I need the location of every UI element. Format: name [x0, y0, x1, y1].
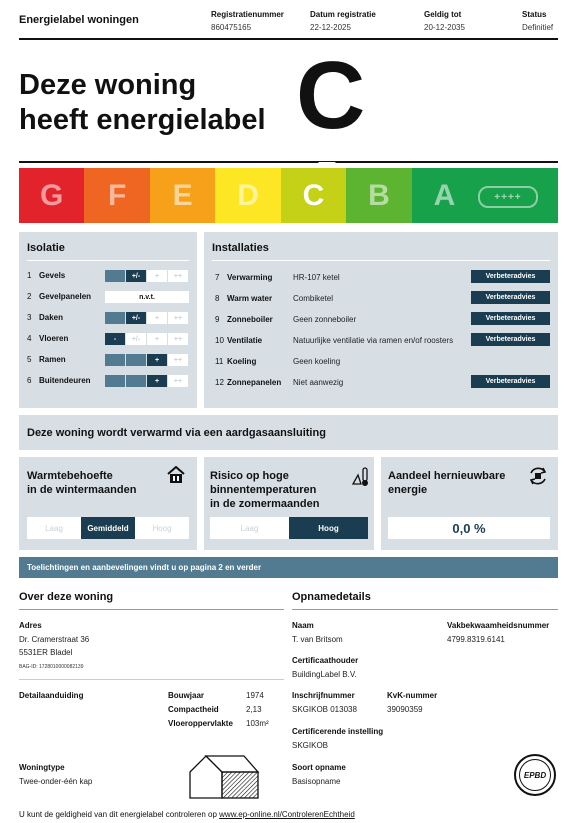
isolatie-row-3: [27, 313, 63, 322]
row-number: 7: [215, 273, 220, 282]
inschrijfnummer-label: Inschrijfnummer: [292, 691, 355, 700]
row-value: HR-107 ketel: [293, 273, 340, 282]
semi-detached-house-icon: [188, 752, 260, 800]
isolatie-panel: [19, 232, 197, 408]
verbeteradvies-button-10[interactable]: Verbeteradvies: [471, 333, 550, 346]
vakbekwaamheid-label: Vakbekwaamheidsnummer: [447, 621, 550, 630]
certificerende-instelling-label: Certificerende instelling: [292, 727, 384, 736]
isolatie-scale-3: [105, 312, 189, 324]
header-geldig-tot: Geldig tot 20-12-2035: [424, 10, 465, 32]
row-name: Ramen: [39, 355, 66, 364]
certificaathouder-value: BuildingLabel B.V.: [292, 670, 357, 679]
warmte-option-laag: Laag: [27, 517, 81, 539]
heating-note-panel: [19, 415, 558, 450]
bouwjaar-value: 1974: [246, 691, 264, 700]
epbd-logo: EPBD: [514, 754, 556, 796]
scale-segment-c: C: [281, 168, 346, 223]
risico-option-hoog: Hoog: [289, 517, 368, 539]
adres-line2: 5531ER Bladel: [19, 648, 73, 657]
scale-cell: +: [147, 312, 167, 324]
verification-link[interactable]: www.ep-online.nl/ControlerenEchtheid: [219, 810, 355, 819]
verbeteradvies-button-12[interactable]: Verbeteradvies: [471, 375, 550, 388]
risico-title: Risico op hoge binnentemperaturen in de zomermaanden: [210, 470, 320, 510]
adres-line1: Dr. Cramerstraat 36: [19, 635, 90, 644]
row-value: Niet aanwezig: [293, 378, 344, 387]
row-value: Combiketel: [293, 294, 334, 303]
compactheid-label: Compactheid: [168, 705, 219, 714]
energy-scale-bar: [19, 168, 558, 223]
heating-note: Deze woning wordt verwarmd via een aardgasaansluiting: [27, 427, 326, 439]
installatie-row-9: [215, 315, 356, 324]
row-name: Zonnepanelen: [227, 378, 282, 387]
scale-cell: ++: [168, 333, 188, 345]
certificerende-instelling-value: SKGIKOB: [292, 741, 329, 750]
kvk-value: 39090359: [387, 705, 423, 714]
scale-segment-a: A ++++: [412, 168, 558, 223]
row-name: Daken: [39, 313, 64, 322]
isolatie-scale-4: [105, 333, 189, 345]
house-heat-icon: [167, 466, 185, 484]
scale-segment-e: E: [150, 168, 215, 223]
aandeel-panel: [381, 457, 558, 550]
risico-scale: [210, 517, 368, 539]
warmtebehoefte-scale: [27, 517, 189, 539]
isolatie-row-2: [27, 292, 91, 301]
row-number: 3: [27, 313, 32, 322]
isolatie-scale-5: [105, 354, 189, 366]
scale-cell: [105, 270, 125, 282]
scale-cell: [126, 354, 146, 366]
header-rule: [19, 38, 558, 40]
row-number: 5: [27, 355, 32, 364]
row-name: Buitendeuren: [39, 376, 91, 385]
scale-cell: +: [147, 333, 167, 345]
row-name: Vloeren: [39, 334, 69, 343]
isolatie-row-6: [27, 376, 91, 385]
soort-opname-value: Basisopname: [292, 777, 341, 786]
installatie-row-7: [215, 273, 340, 282]
header-datum-registratie: Datum registratie 22-12-2025: [310, 10, 376, 32]
row-number: 1: [27, 271, 32, 280]
opname-section-title: Opnamedetails: [292, 591, 371, 603]
verbeteradvies-button-8[interactable]: Verbeteradvies: [471, 291, 550, 304]
row-name: Verwarming: [227, 273, 273, 282]
certificaathouder-label: Certificaathouder: [292, 656, 359, 665]
installatie-row-12: [215, 378, 343, 387]
aandeel-value: 0,0 %: [388, 517, 550, 539]
scale-cell: +/-: [126, 333, 146, 345]
scale-cell: ++: [168, 354, 188, 366]
verbeteradvies-button-9[interactable]: Verbeteradvies: [471, 312, 550, 325]
row-number: 8: [215, 294, 220, 303]
installaties-title: Installaties: [212, 242, 269, 254]
warmte-option-hoog: Hoog: [135, 517, 189, 539]
row-number: 9: [215, 315, 220, 324]
installatie-row-10: [215, 336, 453, 345]
isolatie-nvt: n.v.t.: [105, 291, 189, 303]
info-bar: Toelichtingen en aanbevelingen vindt u op pagina 2 en verder: [19, 557, 558, 578]
isolatie-scale-6: [105, 375, 189, 387]
row-number: 11: [215, 357, 224, 366]
scale-segment-d: D: [215, 168, 280, 223]
headline-rule: [19, 161, 558, 163]
header-registratienummer: Registratienummer 860475165: [211, 10, 284, 32]
compactheid-value: 2,13: [246, 705, 262, 714]
woningtype-value: Twee-onder-één kap: [19, 777, 93, 786]
woning-section-title: Over deze woning: [19, 591, 114, 603]
naam-label: Naam: [292, 621, 314, 630]
row-value: Geen koeling: [293, 357, 341, 366]
isolatie-scale-1: [105, 270, 189, 282]
scale-cell: ++: [168, 375, 188, 387]
row-value: Natuurlijke ventilatie via ramen en/of roosters: [293, 336, 454, 345]
row-value: Geen zonneboiler: [293, 315, 357, 324]
energy-label-letter: C: [296, 42, 366, 149]
aandeel-title: Aandeel hernieuwbare energie: [388, 470, 506, 496]
thermometer-sun-icon: [352, 467, 370, 487]
row-name: Zonneboiler: [227, 315, 273, 324]
soort-opname-label: Soort opname: [292, 763, 346, 772]
kvk-label: KvK-nummer: [387, 691, 438, 700]
row-number: 6: [27, 376, 32, 385]
row-name: Ventilatie: [227, 336, 263, 345]
scale-cell: ++: [168, 312, 188, 324]
verbeteradvies-button-7[interactable]: Verbeteradvies: [471, 270, 550, 283]
footer: U kunt de geldigheid van dit energielabel controleren op www.ep-online.nl/ControlerenEchtheid: [19, 810, 355, 819]
row-number: 4: [27, 334, 32, 343]
scale-cell: [105, 354, 125, 366]
scale-cell: +/-: [126, 270, 146, 282]
isolatie-row-4: [27, 334, 68, 343]
scale-cell: ++: [168, 270, 188, 282]
scale-cell: +: [147, 354, 167, 366]
scale-segment-b: B: [346, 168, 411, 223]
woningtype-label: Woningtype: [19, 763, 65, 772]
document-title: Energielabel woningen: [19, 14, 139, 26]
warmtebehoefte-panel: [19, 457, 197, 550]
row-name: Gevels: [39, 271, 66, 280]
isolatie-row-1: [27, 271, 65, 280]
scale-cell: +: [147, 375, 167, 387]
row-name: Gevelpanelen: [39, 292, 92, 301]
adres-label: Adres: [19, 621, 42, 630]
row-number: 2: [27, 292, 32, 301]
isolatie-title: Isolatie: [27, 242, 65, 254]
row-name: Koeling: [227, 357, 257, 366]
scale-cell: -: [105, 333, 125, 345]
isolatie-row-5: [27, 355, 66, 364]
headline: Deze woning heeft energielabel: [19, 69, 266, 136]
vloeroppervlakte-value: 103m²: [246, 719, 269, 728]
row-number: 10: [215, 336, 224, 345]
scale-cell: +/-: [126, 312, 146, 324]
inschrijfnummer-value: SKGIKOB 013038: [292, 705, 357, 714]
warmtebehoefte-title: Warmtebehoefte in de wintermaanden: [27, 470, 137, 496]
naam-value: T. van Britsom: [292, 635, 343, 644]
vakbekwaamheid-value: 4799.8319.6141: [447, 635, 505, 644]
scale-segment-f: F: [84, 168, 149, 223]
vloeroppervlakte-label: Vloeroppervlakte: [168, 719, 233, 728]
row-number: 12: [215, 378, 224, 387]
installatie-row-11: [215, 357, 340, 366]
renewable-energy-icon: [527, 465, 549, 487]
scale-segment-g: G: [19, 168, 84, 223]
detailaanduiding-label: Detailaanduiding: [19, 691, 84, 700]
bouwjaar-label: Bouwjaar: [168, 691, 205, 700]
warmte-option-gemiddeld: Gemiddeld: [81, 517, 135, 539]
risico-option-laag: Laag: [210, 517, 289, 539]
bag-id: BAG-ID: 1728010000082139: [19, 664, 84, 670]
row-name: Warm water: [227, 294, 273, 303]
installatie-row-8: [215, 294, 333, 303]
header-status: Status Definitief: [522, 10, 554, 32]
scale-cell: [126, 375, 146, 387]
scale-cell: [105, 312, 125, 324]
risico-panel: [204, 457, 374, 550]
scale-cell: [105, 375, 125, 387]
a-plus-indicator: ++++: [478, 186, 538, 208]
scale-cell: +: [147, 270, 167, 282]
